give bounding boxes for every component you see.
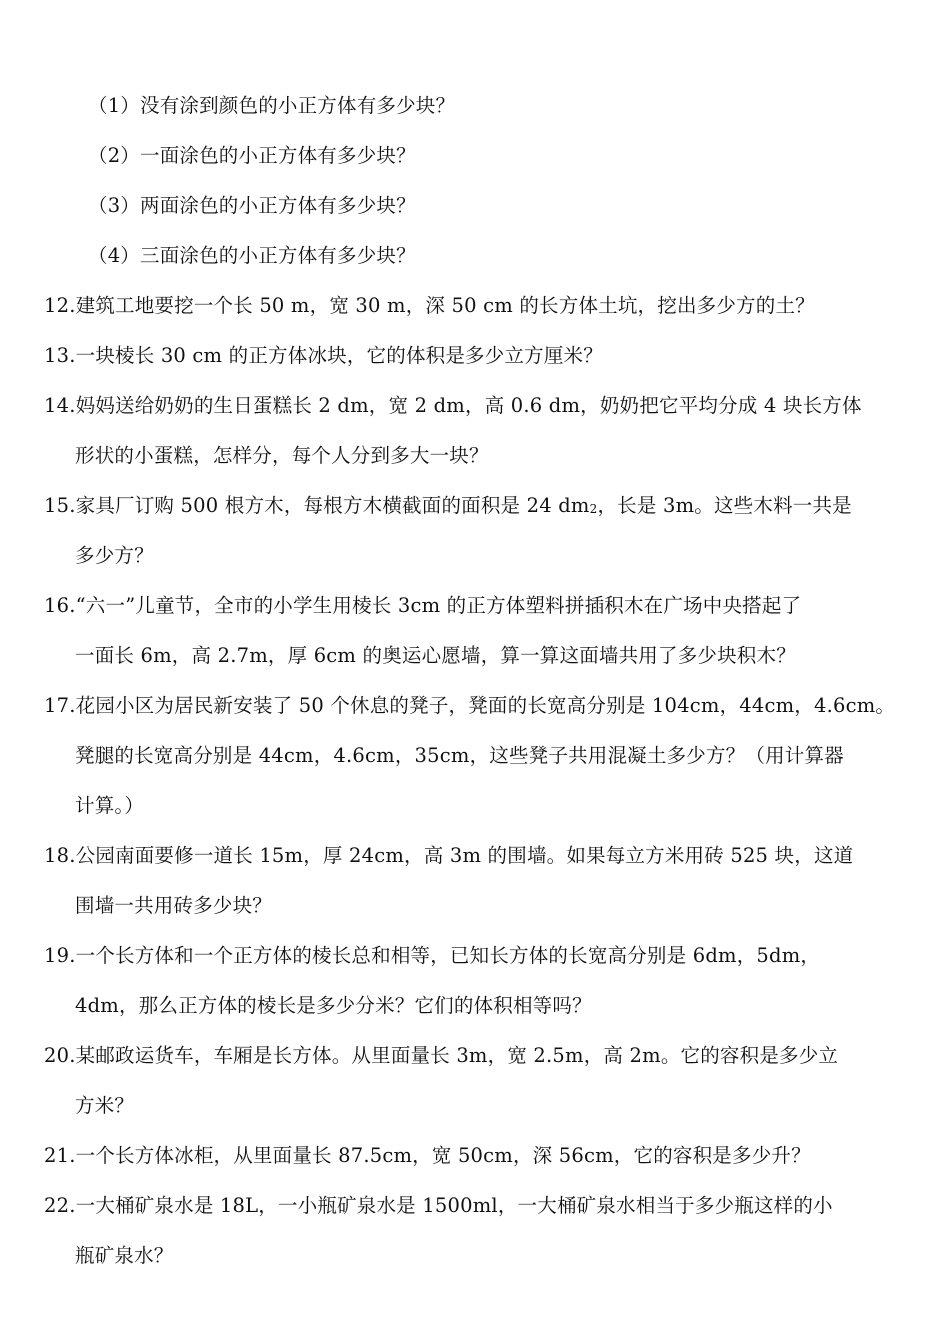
subquestion-2: （2）一面涂色的小正方体有多少块？ (88, 144, 416, 167)
subquestion-1: （1）没有涂到颜色的小正方体有多少块？ (88, 94, 456, 117)
problem-14-continuation: 形状的小蛋糕，怎样分，每个人分到多大一块？ (75, 444, 489, 467)
problem-text: 家具厂订购 500 根方木，每根方木横截面的面积是 24 dm (75, 494, 590, 517)
problem-17 (44, 696, 895, 716)
problem-14 (44, 396, 862, 416)
problem-20-continuation: 方米？ (75, 1094, 135, 1117)
problem-17-continuation: 计算。） (75, 794, 145, 817)
problem-19-continuation: 4dm，那么正方体的棱长是多少分米？它们的体积相等吗？ (75, 994, 592, 1017)
problem-15 (44, 496, 852, 516)
problem-16-continuation: 一面长 6m，高 2.7m，厚 6cm 的奥运心愿墙，算一算这面墙共用了多少块积木？ (75, 644, 796, 667)
problem-text: 某邮政运货车，车厢是长方体。从里面量长 3m，宽 2.5m，高 2m。它的容积是多少立 (75, 1044, 839, 1067)
problem-number: 22. (44, 1194, 76, 1217)
subquestion-4: （4）三面涂色的小正方体有多少块？ (88, 244, 416, 267)
problem-17-continuation: 凳腿的长宽高分别是 44cm，4.6cm，35cm，这些凳子共用混凝土多少方？（用计算器 (75, 744, 844, 767)
problem-19 (44, 946, 820, 966)
problem-13 (44, 346, 603, 366)
problem-15-continuation: 多少方？ (75, 544, 154, 567)
problem-number: 12. (44, 294, 76, 317)
problem-text-tail: ，长是 3m。这些木料一共是 (597, 494, 852, 517)
problem-18-continuation: 围墙一共用砖多少块？ (75, 894, 273, 917)
problem-22-continuation: 瓶矿泉水？ (75, 1244, 174, 1267)
problem-22 (44, 1196, 833, 1216)
problem-number: 18. (44, 844, 76, 867)
problem-18 (44, 846, 853, 866)
problem-text: 公园南面要修一道长 15m，厚 24cm，高 3m 的围墙。如果每立方米用砖 525 块，这道 (75, 844, 854, 867)
problem-20 (44, 1046, 838, 1066)
problem-number: 19. (44, 944, 76, 967)
superscript-2: 2 (589, 502, 598, 516)
problem-text: 一个长方体和一个正方体的棱长总和相等，已知长方体的长宽高分别是 6dm，5dm， (75, 944, 821, 967)
problem-number: 15. (44, 494, 76, 517)
problem-text: “六一”儿童节，全市的小学生用棱长 3cm 的正方体塑料拼插积木在广场中央搭起了 (75, 594, 802, 617)
problem-number: 21. (44, 1144, 76, 1167)
problem-text: 建筑工地要挖一个长 50 m，宽 30 m，深 50 cm 的长方体土坑，挖出多少方的土？ (75, 294, 815, 317)
problem-text: 一块棱长 30 cm 的正方体冰块，它的体积是多少立方厘米？ (75, 344, 603, 367)
problem-text: 妈妈送给奶奶的生日蛋糕长 2 dm，宽 2 dm，高 0.6 dm，奶奶把它平均分成 4 块长方体 (75, 394, 862, 417)
problem-number: 17. (44, 694, 76, 717)
problem-number: 13. (44, 344, 76, 367)
problem-16 (44, 596, 801, 616)
problem-21 (44, 1146, 811, 1166)
problem-text: 一大桶矿泉水是 18L，一小瓶矿泉水是 1500ml，一大桶矿泉水相当于多少瓶这样的小 (75, 1194, 833, 1217)
problem-text: 一个长方体冰柜，从里面量长 87.5cm，宽 50cm，深 56cm，它的容积是多少升？ (75, 1144, 811, 1167)
problem-number: 20. (44, 1044, 76, 1067)
problem-12 (44, 296, 815, 316)
problem-number: 14. (44, 394, 76, 417)
problem-number: 16. (44, 594, 76, 617)
problem-text: 花园小区为居民新安装了 50 个休息的凳子，凳面的长宽高分别是 104cm，44cm，4.6cm。 (75, 694, 896, 717)
subquestion-3: （3）两面涂色的小正方体有多少块？ (88, 194, 416, 217)
